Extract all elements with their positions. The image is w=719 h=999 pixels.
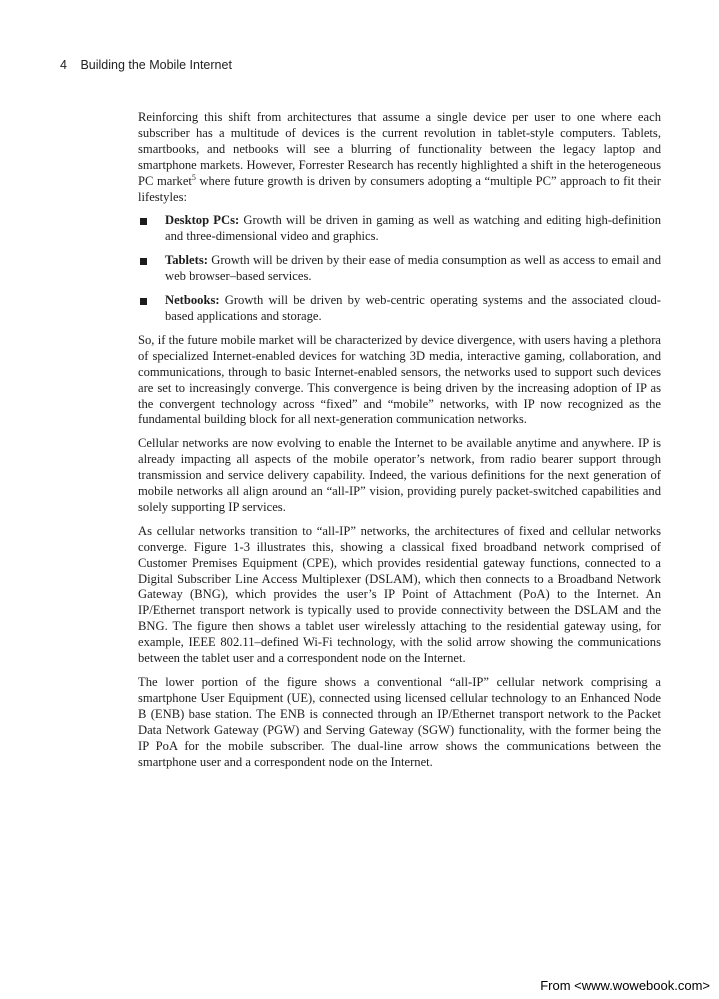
body-text: [138, 110, 661, 778]
list-item: [138, 253, 661, 285]
bullet-list: [138, 213, 661, 324]
running-title: Building the Mobile Internet: [80, 58, 232, 72]
running-head: [60, 58, 232, 72]
list-item: [138, 293, 661, 325]
square-bullet-icon: [140, 258, 147, 265]
list-item: [138, 213, 661, 245]
square-bullet-icon: [140, 298, 147, 305]
bullet-text: Growth will be driven in gaming as well as watching and editing high-definition and three-dimensional video and graphics.: [165, 213, 661, 244]
page-number: 4: [60, 58, 67, 72]
paragraph: The lower portion of the figure shows a conventional “all-IP” cellular network comprising a smartphone User Equipment (UE), connected using licensed cellular technology to an Enhanced Node B (ENB) base station. The ENB is connected through an IP/Ethernet transport network to the Packet Data Network Gateway (PGW) and Serving Gateway (SGW) functionality, with the former being the IP PoA for the mobile subscriber. The dual-line arrow shows the communications between the smartphone user and a correspondent node on the Internet.: [138, 675, 661, 769]
paragraph-text: Reinforcing this shift from architectures that assume a single device per user to one where each subscriber has a multitude of devices is the current revolution in tablet-style computers. Tablets, smartbooks, and netbooks will see a blurring of functionality between the legacy laptop and smartphone markets. However, Forrester Research has recently highlighted a shift in the heterogeneous PC market: [138, 110, 661, 188]
paragraph: [138, 110, 661, 205]
footnote-reference[interactable]: 5: [191, 172, 196, 182]
bullet-text: Growth will be driven by web-centric operating systems and the associated cloud-based applications and storage.: [165, 293, 661, 323]
source-footer[interactable]: From <www.wowebook.com>: [540, 978, 710, 993]
square-bullet-icon: [140, 218, 147, 225]
paragraph-text: where future growth is driven by consumers adopting a “multiple PC” approach to fit their lifestyles:: [138, 173, 661, 204]
bullet-term: Tablets:: [165, 253, 208, 268]
paragraph: So, if the future mobile market will be characterized by device divergence, with users having a plethora of specialized Internet-enabled devices for watching 3D media, interactive gaming, collaboration, and communications, through to basic Internet-enabled sensors, the networks used to support such devices are set to increasingly converge. This convergence is being driven by the increasing adoption of IP as the convergent technology across “fixed” and “mobile” networks, with IP now recognized as the fundamental building block for all next-generation communication networks.: [138, 332, 661, 427]
paragraph: Cellular networks are now evolving to enable the Internet to be available anytime and anywhere. IP is already impacting all aspects of the mobile operator’s network, from radio bearer support through transmission and service delivery capability. Indeed, the various definitions for the next generation of mobile networks all align around an “all-IP” vision, providing purely packet-switched capabilities and solely supporting IP services.: [138, 436, 661, 514]
bullet-term: Desktop PCs:: [165, 213, 240, 228]
paragraph: As cellular networks transition to “all-IP” networks, the architectures of fixed and cellular networks converge. Figure 1-3 illustrates this, showing a classical fixed broadband network comprised of Customer Premises Equipment (CPE), which provides residential gateway functions, connected to a Digital Subscriber Line Access Multiplexer (DSLAM), which then connects to a Broadband Network Gateway (BNG), which provides the user’s IP Point of Attachment (PoA) to the Internet. An IP/Ethernet transport network is typically used to provide connectivity between the DSLAM and the BNG. The figure then shows a tablet user wirelessly attaching to the residential gateway using, for example, IEEE 802.11–defined Wi-Fi technology, with the solid arrow showing the communications between the tablet user and a correspondent node on the Internet.: [138, 523, 661, 666]
bullet-term: Netbooks:: [165, 293, 220, 308]
bullet-text: Growth will be driven by their ease of media consumption as well as access to email and web browser–based services.: [165, 253, 661, 284]
